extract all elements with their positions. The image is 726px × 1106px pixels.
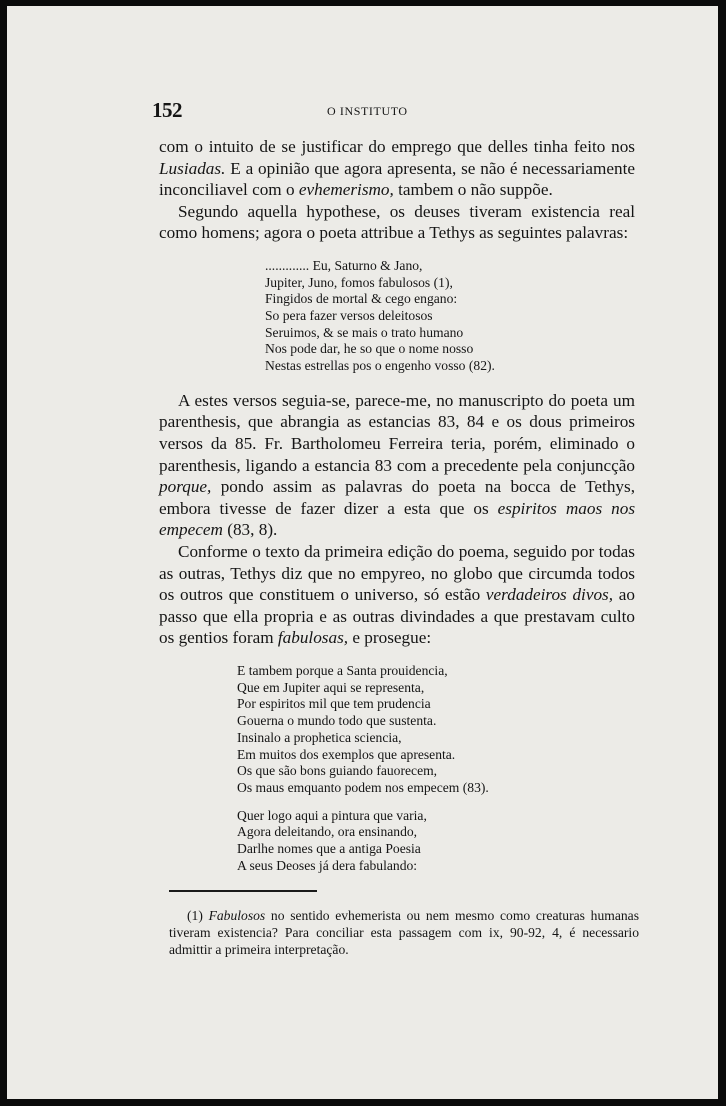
- paragraph-1-text-a: com o intuito de se justificar do emprego que delles tinha feito nos: [159, 137, 635, 156]
- verse-line: Que em Jupiter aqui se representa,: [237, 679, 425, 695]
- footnote-term: Fabulosos: [208, 908, 266, 923]
- paragraph-3-italic-porque: porque,: [159, 477, 212, 497]
- paragraph-4-italic-verdadeiros-divos: verdadeiros divos,: [485, 585, 614, 605]
- verse-line: Nos pode dar, he so que o nome nosso: [265, 341, 474, 357]
- paragraph-4-text-c: ao passo que ella propria e as outras divindades a que prestavam culto os gentios foram: [159, 585, 635, 648]
- paragraph-4-text-e: e prosegue:: [348, 628, 432, 648]
- paragraph-4-text-a: Conforme o texto da primeira edição do poema, seguido por todas as outras, Tethys diz que no empyreo, no globo que circumda todos os outros que constituem o universo, só estão: [159, 542, 635, 605]
- paragraph-4: [159, 541, 635, 649]
- footnote-marker: (1): [187, 908, 209, 923]
- verse-line: Os maus emquanto podem nos empecem (83).: [237, 779, 489, 795]
- verse-line: Seruimos, & se mais o trato humano: [265, 324, 464, 340]
- paragraph-4-italic-fabulosas: fabulosas,: [277, 628, 349, 648]
- paragraph-3-text-c: pondo assim as palavras do poeta na bocca de Tethys, embora tivesse de fazer dizer a esta que os: [159, 477, 635, 518]
- paragraph-1-italic-lusiadas: Lusiadas.: [159, 158, 226, 178]
- paragraph-3-text-e: (83, 8).: [222, 520, 278, 540]
- paragraph-1-italic-evhemerismo: evhemerismo,: [298, 180, 394, 200]
- verse-line: A seus Deoses já dera fabulando:: [237, 857, 418, 873]
- verse-line: Nestas estrellas pos o engenho vosso (82).: [265, 358, 495, 374]
- paragraph-3: [159, 390, 635, 541]
- verse-line: Gouerna o mundo todo que sustenta.: [237, 713, 437, 729]
- verse-block-1: [159, 258, 635, 375]
- paragraph-2: Segundo aquella hypothese, os deuses tiveram existencia real como homens; agora o poeta attribue a Tethys as seguintes palavras:: [159, 201, 635, 243]
- verse-block-2: [159, 663, 635, 797]
- verse-line: E tambem porque a Santa prouidencia,: [237, 663, 448, 679]
- verse-line: Por espiritos mil que tem prudencia: [237, 696, 431, 712]
- paragraph-3-text-a: A estes versos seguia-se, parece-me, no manuscripto do poeta um parenthesis, que abrangia as estancias 83, 84 e os dous primeiros versos da 85. Fr. Bartholomeu Ferreira teria, porém, eliminado o parenthesis, ligando a estancia 83 com a precedente pela conjuncção: [159, 390, 635, 475]
- body-text: [159, 136, 635, 874]
- running-title: O INSTITUTO: [327, 104, 408, 118]
- footnote-divider: [169, 890, 317, 892]
- verse-line: Quer logo aqui a pintura que varia,: [237, 807, 427, 823]
- page-header: [152, 98, 632, 122]
- verse-line: Fingidos de mortal & cego engano:: [265, 291, 458, 307]
- verse-line: ............. Eu, Saturno & Jano,: [265, 257, 423, 273]
- verse-line: So pera fazer versos deleitosos: [265, 308, 433, 324]
- verse-line: Em muitos dos exemplos que apresenta.: [237, 746, 456, 762]
- footnote-text: no sentido evhemerista ou nem mesmo como creaturas humanas tiveram existencia? Para conciliar esta passagem com ix, 90-92, 4, é necessario admittir a primeira interpretação.: [169, 908, 639, 957]
- page-number: 152: [152, 98, 182, 122]
- verse-line: Os que são bons guiando fauorecem,: [237, 763, 438, 779]
- paragraph-3-italic-espiritos: espiritos maos nos empecem: [159, 498, 636, 540]
- footnote: [169, 908, 639, 958]
- verse-line: Agora deleitando, ora ensinando,: [237, 824, 418, 840]
- paragraph-1: [159, 136, 635, 201]
- verse-line: Darlhe nomes que a antiga Poesia: [237, 841, 421, 857]
- book-page: [7, 6, 718, 1099]
- paragraph-1-text-c: E a opinião que agora apresenta, se não é necessariamente inconciliavel com o: [159, 158, 635, 200]
- paragraph-1-text-e: tambem o não suppõe.: [393, 180, 553, 200]
- verse-line: Insinalo a prophetica sciencia,: [237, 729, 402, 745]
- verse-line: Jupiter, Juno, fomos fabulosos (1),: [265, 274, 453, 290]
- verse-block-3: [159, 808, 635, 875]
